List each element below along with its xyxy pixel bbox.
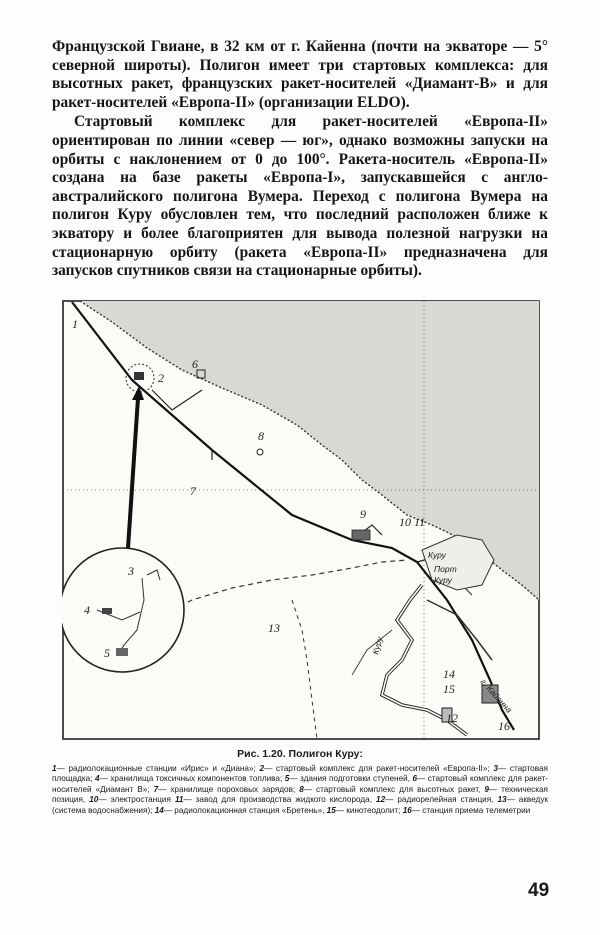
inset-storage-4 <box>102 608 112 614</box>
map-number-15: 15 <box>443 682 455 696</box>
legend-entry: 3— стартовая площадка; <box>52 764 548 784</box>
map-number-3: 3 <box>128 564 134 578</box>
map-number-16: 16 <box>498 719 510 733</box>
map-number-12: 12 <box>446 711 458 725</box>
map-number-6: 6 <box>192 357 198 371</box>
technical-position-9-mark <box>352 530 370 540</box>
place-label-cayenne: г. Кайенна <box>478 676 515 715</box>
map-number-8: 8 <box>258 429 264 443</box>
figure-caption-legend <box>52 764 548 816</box>
legend-entry: 15— кинотеодолит; <box>326 805 403 815</box>
page-number: 49 <box>528 880 550 901</box>
place-label-kourou: Куру <box>428 550 446 560</box>
legend-entry: 1— радиолокационные станции «Ирис» и «Диана»; <box>52 764 260 773</box>
map-number-9: 9 <box>360 507 366 521</box>
map-number-5: 5 <box>104 646 110 660</box>
legend-entry: 13— акведук (система водоснабжения); <box>52 795 548 815</box>
legend-entry: 16— станция приема телеметрии <box>402 805 531 815</box>
map-number-4: 4 <box>84 603 90 617</box>
legend-entry: 9— техническая позиция, <box>52 784 548 805</box>
legend-entry: 10— электростанция <box>89 795 175 805</box>
map-number-14: 14 <box>443 667 455 681</box>
inset-building-5 <box>116 648 128 656</box>
kourou-map-figure <box>62 300 540 740</box>
map-number-13: 13 <box>268 621 280 635</box>
map-number-7: 7 <box>190 484 196 498</box>
map-number-10-11: 10 11 <box>399 515 426 529</box>
place-label-port: Порт <box>434 564 457 574</box>
paragraph-1: Французской Гвиане, в 32 км от г. Кайенна (почти на экваторе — 5° северной широты). Полигон имеет три стартовых комплекса: для высотных ракет, французских ракет-носителей «Диамант-В» и для ракет-носителей «Европа-II» (организации ELDO). <box>52 38 548 111</box>
legend-entry: 6— стартовый комплекс для ракет-носителей «Диамант В»; <box>52 774 548 794</box>
legend-entry: 8— стартовый комплекс для высотных ракет, <box>299 784 485 794</box>
figure-caption-title: Рис. 1.20. Полигон Куру: <box>237 748 363 760</box>
legend-entry: 2— стартовый комплекс для ракет-носителей «Европа-II»; <box>259 764 494 773</box>
map-number-2: 2 <box>158 371 164 385</box>
legend-entry: 12— радиорелейная станция, <box>376 795 498 805</box>
map-number-1: 1 <box>72 317 78 331</box>
legend-entry: 5— здания подготовки ступеней, <box>284 774 413 784</box>
place-label-river: Куру <box>370 635 385 656</box>
legend-entry: 11— завод для производства жидкого кислорода, <box>174 795 377 805</box>
launch-complex-2-mark <box>134 372 144 380</box>
body-text <box>52 38 548 281</box>
legend-entry: 14— радиолокационная станция «Бретень», <box>154 805 327 815</box>
legend-entry: 4— хранилища токсичных компонентов топлива; <box>95 774 285 784</box>
legend-entry: 7— хранилище пороховых зарядов; <box>153 784 300 794</box>
paragraph-2: Стартовый комплекс для ракет-носителей «Европа-II» ориентирован по линии «север — юг», однако возможны запуски на орбиты с наклонением от 0 до 100°. Ракета-носитель «Европа-II» создана на базе ракеты «Европа-I», запускавшейся с англо-австралийского полигона Вумера. Переход с полигона Вумера на полигон Куру обусловлен тем, что последний расположен ближе к экватору и более благоприятен для вывода полезной нагрузки на стационарную орбиту (ракета «Европа-II» предназначена для запусков спутников связи на стационарные орбиты). <box>52 113 548 280</box>
kourou-map <box>62 300 540 740</box>
place-label-kourou-port: Куру <box>434 575 452 585</box>
